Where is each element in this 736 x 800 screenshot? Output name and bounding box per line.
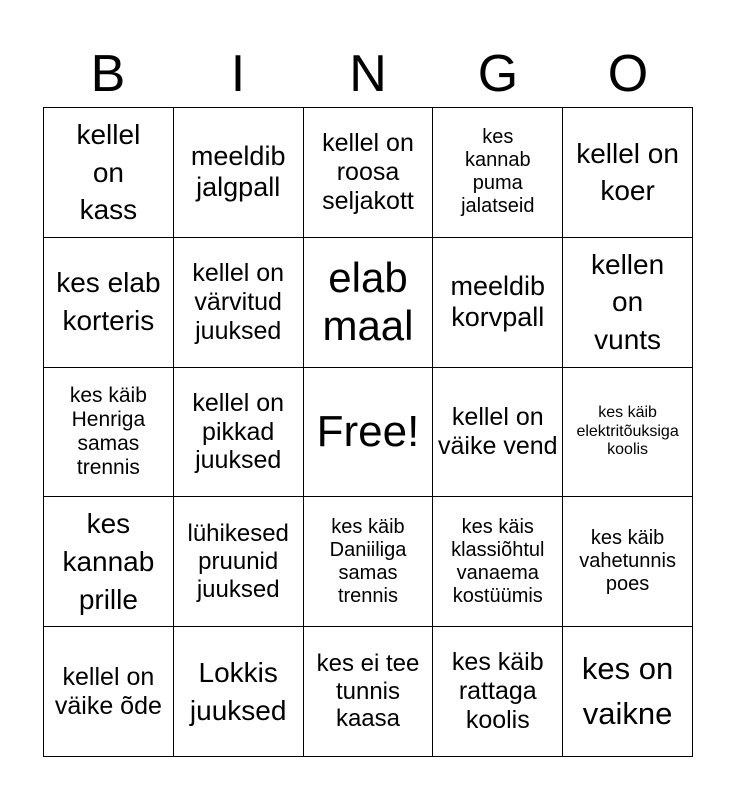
header-letter-b: B (90, 45, 126, 103)
bingo-cell[interactable] (433, 497, 563, 627)
bingo-cell[interactable] (174, 497, 304, 627)
cell-text: kellel on pikkad juuksed (192, 388, 285, 475)
bingo-cell[interactable] (174, 238, 304, 368)
bingo-cell[interactable] (433, 368, 563, 498)
bingo-cell[interactable] (304, 108, 434, 238)
bingo-cell[interactable] (44, 497, 174, 627)
cell-text: meeldib korvpall (450, 271, 546, 333)
cell-text: kes käib Daniiliga samas trennis (329, 515, 407, 607)
cell-text: elab maal (322, 253, 414, 350)
bingo-cell[interactable] (563, 497, 693, 627)
cell-text: kes kannab puma jalatseid (461, 126, 535, 218)
cell-text: kellel on roosa seljakott (322, 129, 414, 215)
cell-text: meeldib jalgpall (190, 141, 286, 203)
cell-text: kes käis klassiõhtul vanaema kostüümis (451, 515, 545, 607)
bingo-cell[interactable] (174, 368, 304, 498)
cell-text: kes käib rattaga koolis (451, 648, 544, 734)
header-letter-o: O (607, 45, 649, 103)
bingo-cell[interactable] (304, 368, 434, 498)
cell-text: kellel on väike vend (438, 403, 558, 460)
cell-text: kellel on kass (76, 118, 141, 226)
cell-text: kellen on vunts (591, 248, 665, 356)
cell-text: Lokkis juuksed (189, 656, 287, 726)
bingo-cell[interactable] (44, 108, 174, 238)
bingo-cell[interactable] (433, 238, 563, 368)
cell-text: kes ei tee tunnis kaasa (316, 650, 420, 733)
bingo-cell[interactable] (563, 238, 693, 368)
cell-text: kes on vaikne (581, 650, 674, 731)
bingo-grid (43, 107, 693, 757)
cell-text: kellel on väike õde (54, 662, 162, 720)
free-space: Free! (316, 406, 420, 456)
bingo-cell[interactable] (563, 368, 693, 498)
bingo-cell[interactable] (433, 108, 563, 238)
cell-text: kes kannab prille (62, 508, 155, 615)
bingo-header (43, 40, 693, 108)
bingo-cell[interactable] (304, 238, 434, 368)
bingo-cell[interactable] (174, 108, 304, 238)
bingo-cell[interactable] (563, 627, 693, 757)
bingo-cell[interactable] (304, 497, 434, 627)
bingo-cell[interactable] (44, 368, 174, 498)
bingo-cell[interactable] (44, 627, 174, 757)
header-letter-i: I (230, 45, 246, 103)
bingo-cell[interactable] (304, 627, 434, 757)
header-letter-n: N (349, 45, 387, 103)
cell-text: kes käib elektritõuksiga koolis (576, 404, 679, 459)
cell-text: kellel on värvitud juuksed (192, 259, 285, 345)
header-letter-g: G (477, 45, 519, 103)
bingo-cell[interactable] (174, 627, 304, 757)
cell-text: kes käib Henriga samas trennis (69, 383, 147, 480)
cell-text: kes elab korteris (56, 267, 161, 337)
cell-text: kellel on koer (576, 137, 679, 207)
cell-text: lühikesed pruunid juuksed (187, 520, 289, 603)
bingo-cell[interactable] (433, 627, 563, 757)
bingo-cell[interactable] (44, 238, 174, 368)
cell-text: kes käib vahetunnis poes (579, 527, 676, 596)
bingo-cell[interactable] (563, 108, 693, 238)
